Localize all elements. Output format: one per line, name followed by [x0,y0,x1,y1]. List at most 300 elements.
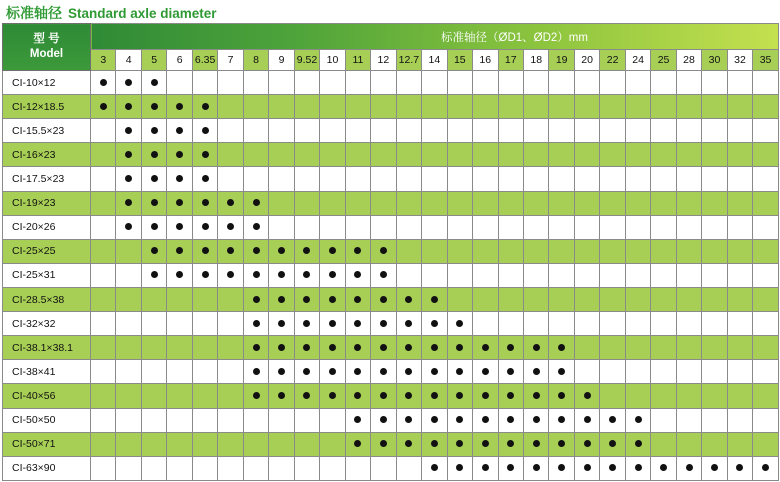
availability-dot [405,416,412,423]
availability-dot [278,392,285,399]
size-header: 14 [422,50,447,71]
availability-dot [303,296,310,303]
size-header: 32 [727,50,752,71]
size-cell [269,336,294,360]
size-cell [243,360,268,384]
size-cell [702,119,727,143]
availability-dot [278,344,285,351]
size-cell [371,456,396,480]
availability-dot [253,296,260,303]
size-cell [294,191,319,215]
size-cell [116,287,141,311]
size-cell [676,191,701,215]
size-cell [447,384,472,408]
size-cell [676,143,701,167]
size-cell [625,384,650,408]
size-cell [243,71,268,95]
size-cell [702,408,727,432]
size-cell [422,336,447,360]
size-cell [141,432,166,456]
availability-dot [278,368,285,375]
size-header: 24 [625,50,650,71]
size-cell [371,191,396,215]
availability-dot [253,344,260,351]
availability-dot [380,320,387,327]
size-cell [702,456,727,480]
model-header [3,24,91,71]
size-cell [243,167,268,191]
availability-dot [354,271,361,278]
size-cell [91,287,116,311]
size-cell [116,312,141,336]
size-cell [269,432,294,456]
size-cell [600,360,625,384]
size-cell [243,119,268,143]
size-cell [473,119,498,143]
size-cell [651,336,676,360]
availability-dot [405,296,412,303]
size-cell [371,239,396,263]
size-cell [523,71,548,95]
size-cell [753,263,779,287]
size-cell [320,71,345,95]
availability-dot [151,103,158,110]
availability-dot [533,368,540,375]
size-cell [218,215,243,239]
size-cell [320,239,345,263]
size-cell [676,432,701,456]
size-cell [600,143,625,167]
size-cell [447,167,472,191]
size-cell [753,312,779,336]
size-cell [91,71,116,95]
size-cell [396,360,421,384]
size-cell [218,456,243,480]
size-cell [473,456,498,480]
size-cell [625,239,650,263]
availability-dot [125,79,132,86]
availability-dot [354,440,361,447]
size-cell [727,432,752,456]
size-cell [141,336,166,360]
table-body [3,71,779,481]
size-cell [727,191,752,215]
size-cell [141,263,166,287]
size-cell [396,239,421,263]
size-cell [625,191,650,215]
size-cell [523,336,548,360]
size-cell [371,167,396,191]
size-cell [498,287,523,311]
availability-dot [686,464,693,471]
model-cell: CI-10×12 [3,71,91,95]
size-cell [218,71,243,95]
size-cell [447,239,472,263]
size-cell [600,384,625,408]
size-cell [447,287,472,311]
size-cell [294,456,319,480]
size-cell [727,384,752,408]
size-cell [269,215,294,239]
size-cell [600,312,625,336]
table-row [3,336,779,360]
availability-dot [380,368,387,375]
size-cell [549,119,574,143]
size-cell [676,95,701,119]
size-cell [549,384,574,408]
table-row [3,239,779,263]
size-cell [167,167,192,191]
model-cell: CI-50×71 [3,432,91,456]
availability-dot [253,223,260,230]
size-cell [218,360,243,384]
availability-dot [303,368,310,375]
availability-dot [533,416,540,423]
availability-dot [507,416,514,423]
size-cell [422,119,447,143]
size-header: 4 [116,50,141,71]
size-cell [702,239,727,263]
availability-dot [227,223,234,230]
size-cell [294,239,319,263]
size-cell [243,215,268,239]
size-cell [345,312,370,336]
size-cell [625,215,650,239]
size-header: 28 [676,50,701,71]
availability-dot [558,440,565,447]
size-cell [447,191,472,215]
size-cell [116,336,141,360]
size-cell [625,312,650,336]
size-cell [345,119,370,143]
table-row [3,71,779,95]
size-cell [600,287,625,311]
size-cell [396,95,421,119]
size-cell [141,95,166,119]
size-cell [294,119,319,143]
size-cell [651,143,676,167]
availability-dot [202,175,209,182]
availability-dot [558,368,565,375]
size-cell [396,143,421,167]
model-cell: CI-16×23 [3,143,91,167]
size-cell [141,360,166,384]
size-cell [523,167,548,191]
size-cell [523,287,548,311]
table-row [3,119,779,143]
size-cell [549,95,574,119]
size-cell [574,384,599,408]
size-cell [473,71,498,95]
size-cell [422,215,447,239]
size-cell [498,191,523,215]
model-cell: CI-20×26 [3,215,91,239]
size-cell [371,287,396,311]
model-cell: CI-12×18.5 [3,95,91,119]
size-cell [345,71,370,95]
availability-dot [278,271,285,278]
availability-dot [202,271,209,278]
size-cell [141,287,166,311]
availability-dot [380,271,387,278]
size-cell [422,263,447,287]
size-cell [447,456,472,480]
size-cell [218,384,243,408]
size-cell [727,167,752,191]
size-cell [141,408,166,432]
size-cell [651,95,676,119]
size-cell [523,143,548,167]
availability-dot [533,392,540,399]
size-cell [753,287,779,311]
size-cell [422,143,447,167]
availability-dot [125,175,132,182]
size-cell [167,119,192,143]
size-cell [116,143,141,167]
size-cell [218,191,243,215]
size-cell [218,408,243,432]
size-cell [371,71,396,95]
size-cell [651,71,676,95]
size-cell [473,215,498,239]
availability-dot [380,296,387,303]
size-cell [116,263,141,287]
size-cell [167,71,192,95]
availability-dot [202,247,209,254]
size-cell [523,191,548,215]
size-cell [345,287,370,311]
size-cell [345,263,370,287]
size-header: 9.52 [294,50,319,71]
size-cell [422,287,447,311]
size-cell [600,215,625,239]
availability-dot [405,392,412,399]
size-cell [167,143,192,167]
size-cell [422,456,447,480]
size-cell [574,287,599,311]
size-cell [167,384,192,408]
size-cell [498,263,523,287]
size-header: 8 [243,50,268,71]
size-cell [294,71,319,95]
size-header: 9 [269,50,294,71]
size-cell [243,312,268,336]
availability-dot [660,464,667,471]
size-cell [192,287,217,311]
title-cn: 标准轴径 [6,5,62,21]
size-cell [574,71,599,95]
size-cell [192,263,217,287]
size-cell [91,239,116,263]
size-cell [218,287,243,311]
availability-dot [125,223,132,230]
size-cell [345,384,370,408]
size-cell [192,336,217,360]
size-cell [269,287,294,311]
availability-dot [253,320,260,327]
size-cell [422,167,447,191]
availability-dot [125,103,132,110]
size-cell [676,408,701,432]
size-cell [549,432,574,456]
size-cell [192,408,217,432]
size-cell [141,312,166,336]
size-cell [651,360,676,384]
availability-dot [431,392,438,399]
size-cell [167,336,192,360]
size-cell [498,167,523,191]
availability-dot [253,368,260,375]
availability-dot [584,392,591,399]
size-cell [116,408,141,432]
availability-dot [584,416,591,423]
availability-dot [253,392,260,399]
availability-dot [176,199,183,206]
size-cell [574,191,599,215]
size-cell [523,360,548,384]
size-cell [676,263,701,287]
size-cell [192,71,217,95]
size-cell [116,191,141,215]
model-cell: CI-17.5×23 [3,167,91,191]
size-cell [371,263,396,287]
size-cell [625,456,650,480]
availability-dot [456,416,463,423]
size-cell [345,360,370,384]
size-cell [294,167,319,191]
axle-diameter-table [2,23,779,481]
size-cell [91,408,116,432]
availability-dot [380,440,387,447]
size-cell [294,143,319,167]
size-header-row [3,50,779,71]
size-cell [345,143,370,167]
size-cell [625,95,650,119]
size-cell [141,191,166,215]
size-cell [600,95,625,119]
availability-dot [151,175,158,182]
availability-dot [151,247,158,254]
size-cell [371,143,396,167]
size-cell [294,432,319,456]
size-cell [218,263,243,287]
size-cell [294,287,319,311]
size-cell [702,336,727,360]
size-cell [192,432,217,456]
size-cell [702,287,727,311]
size-cell [523,384,548,408]
size-cell [574,215,599,239]
size-cell [396,215,421,239]
size-cell [269,119,294,143]
size-cell [753,167,779,191]
size-cell [422,384,447,408]
size-cell [167,215,192,239]
table-row [3,263,779,287]
availability-dot [354,247,361,254]
size-cell [396,71,421,95]
size-cell [549,360,574,384]
availability-dot [151,127,158,134]
size-cell [116,167,141,191]
size-cell [702,95,727,119]
size-cell [243,239,268,263]
size-cell [243,287,268,311]
model-cell: CI-63×90 [3,456,91,480]
size-cell [574,239,599,263]
size-cell [320,215,345,239]
size-header: 7 [218,50,243,71]
availability-dot [303,392,310,399]
size-cell [320,167,345,191]
availability-dot [431,464,438,471]
size-cell [91,312,116,336]
size-cell [218,95,243,119]
diameter-band-label: 标准轴径（ØD1、ØD2）mm [441,31,588,44]
size-cell [345,191,370,215]
size-cell [371,336,396,360]
size-cell [600,119,625,143]
size-header: 19 [549,50,574,71]
table-row [3,408,779,432]
size-cell [243,456,268,480]
availability-dot [405,440,412,447]
size-cell [91,263,116,287]
size-cell [600,167,625,191]
size-cell [727,95,752,119]
availability-dot [762,464,769,471]
model-cell: CI-38×41 [3,360,91,384]
size-cell [473,239,498,263]
size-cell [473,287,498,311]
size-cell [91,119,116,143]
size-cell [600,336,625,360]
size-cell [422,408,447,432]
size-cell [141,143,166,167]
size-cell [447,215,472,239]
size-cell [116,456,141,480]
availability-dot [278,320,285,327]
size-cell [676,71,701,95]
size-cell [498,312,523,336]
availability-dot [558,344,565,351]
size-cell [192,191,217,215]
diameter-band-header [91,24,779,50]
availability-dot [176,127,183,134]
size-cell [243,143,268,167]
table-row [3,384,779,408]
availability-dot [482,440,489,447]
size-cell [396,456,421,480]
availability-dot [482,344,489,351]
size-cell [651,408,676,432]
availability-dot [227,247,234,254]
size-cell [218,432,243,456]
size-cell [116,239,141,263]
size-cell [473,336,498,360]
size-cell [396,287,421,311]
size-cell [727,408,752,432]
size-cell [218,239,243,263]
size-cell [447,95,472,119]
availability-dot [303,320,310,327]
model-cell: CI-38.1×38.1 [3,336,91,360]
table-row [3,360,779,384]
size-cell [523,215,548,239]
availability-dot [354,368,361,375]
size-cell [243,263,268,287]
size-cell [371,408,396,432]
